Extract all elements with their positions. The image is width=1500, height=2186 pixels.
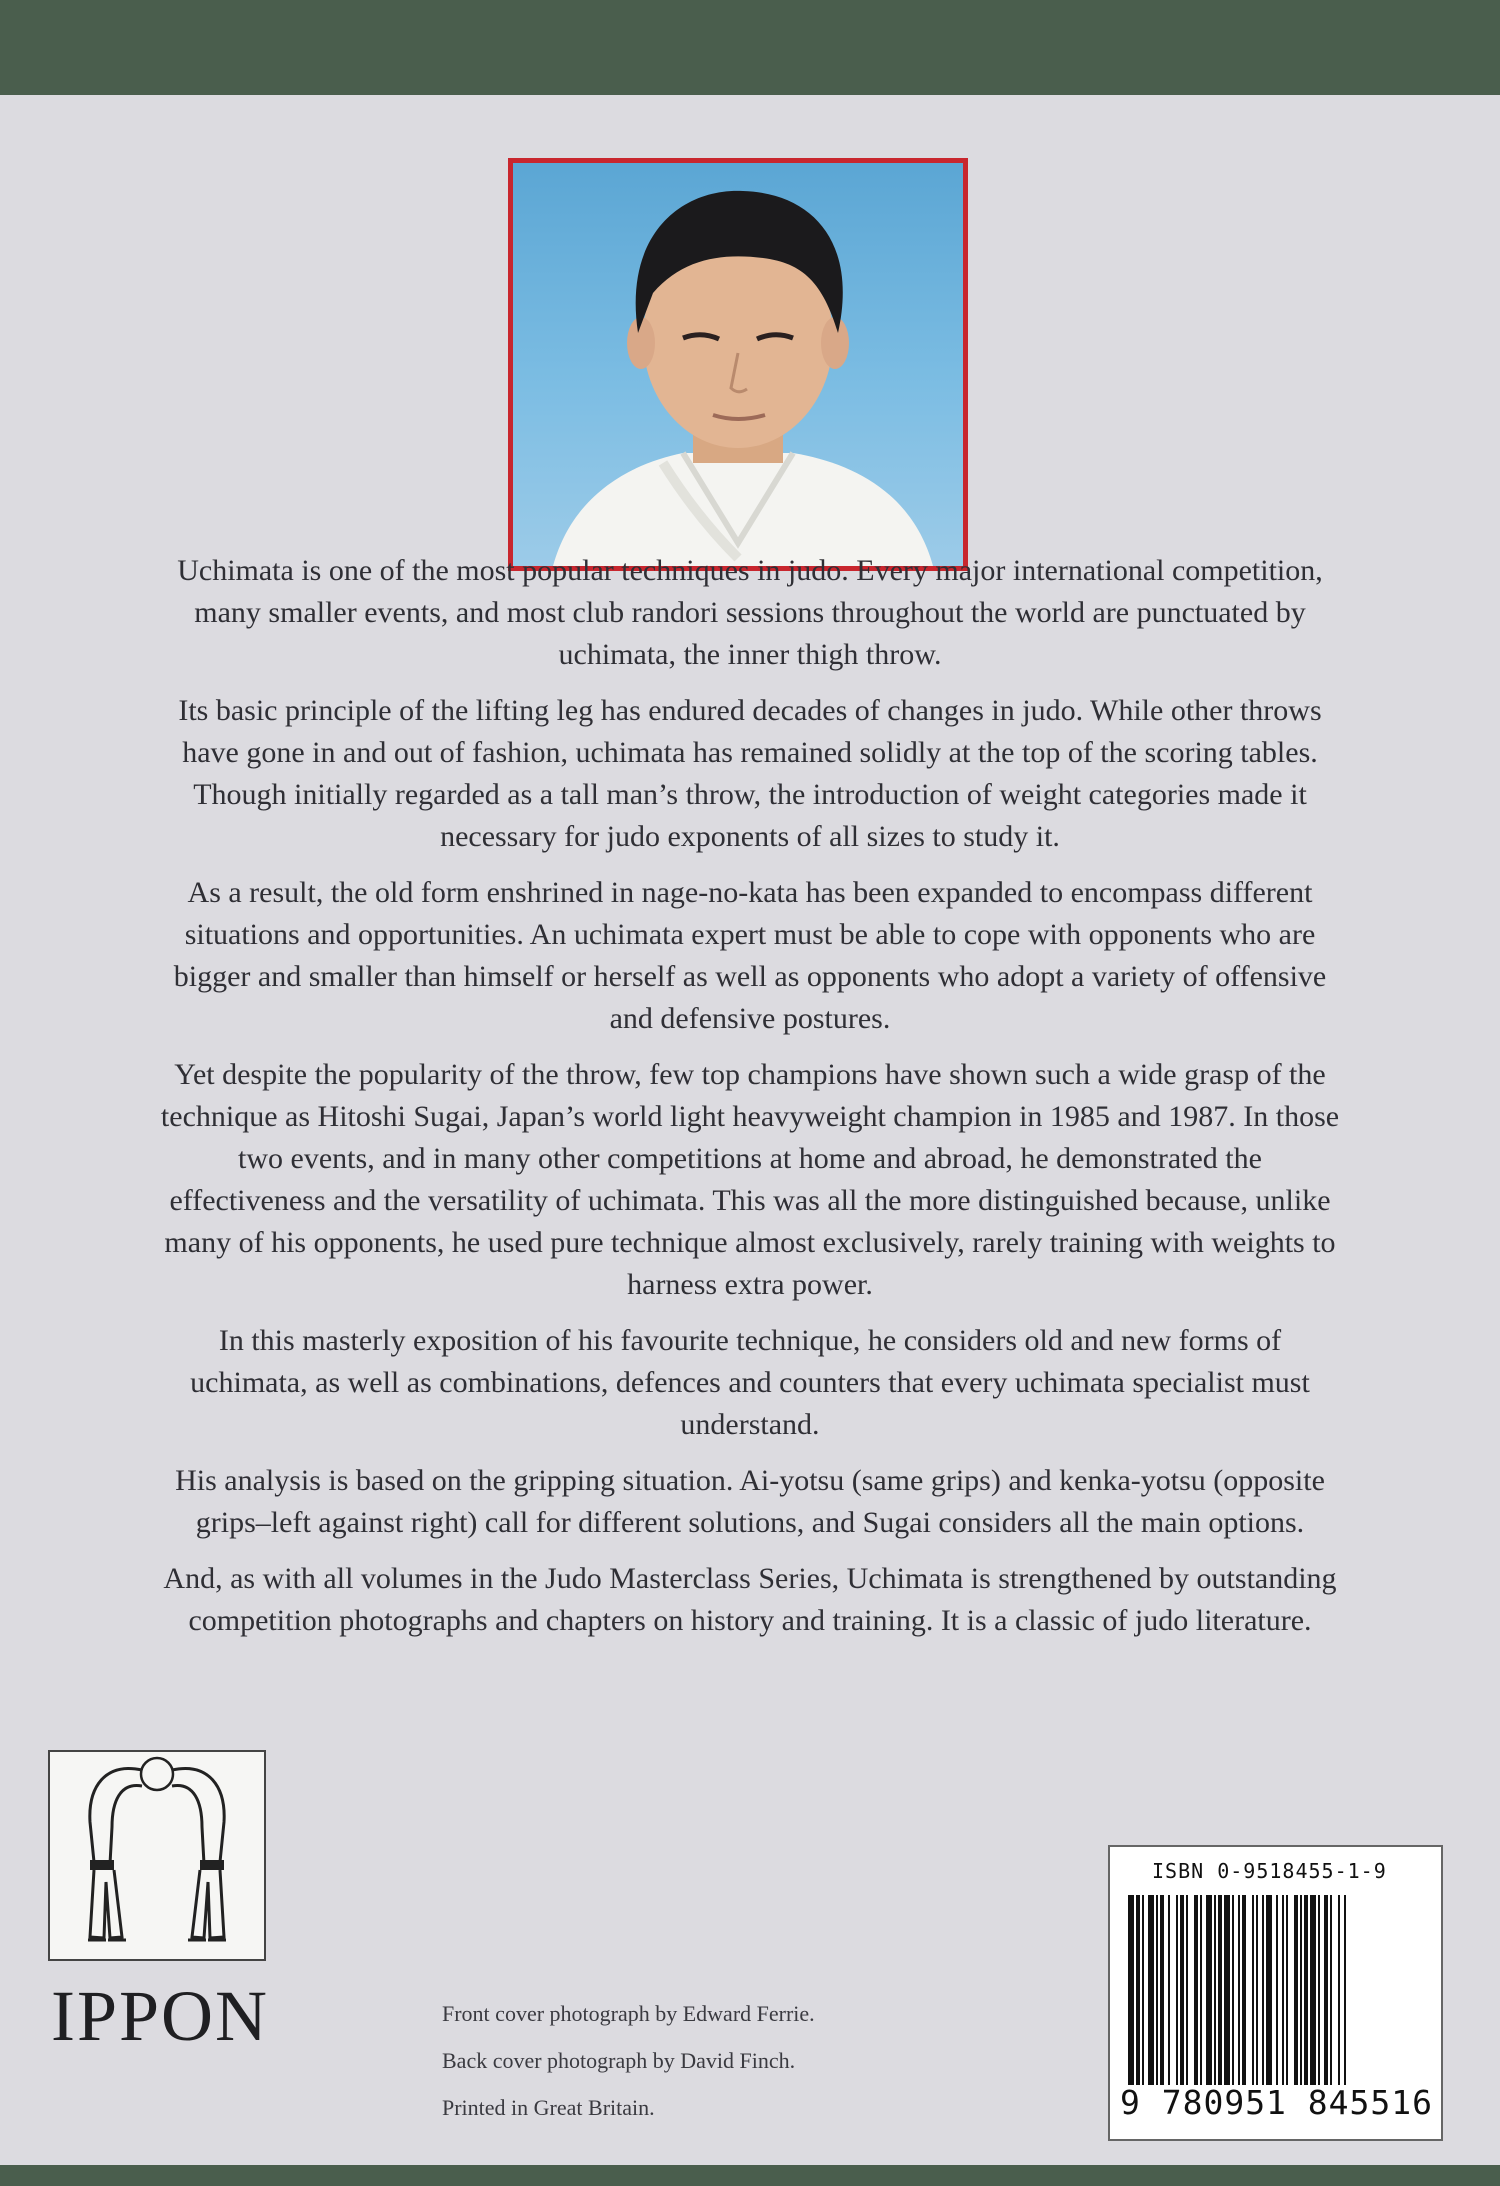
- barcode-bar: [1148, 1895, 1154, 2085]
- barcode-bar: [1180, 1895, 1184, 2085]
- barcode-bar: [1194, 1895, 1198, 2085]
- barcode-bar: [1318, 1895, 1320, 2085]
- barcode-bar: [1266, 1895, 1272, 2085]
- barcode-bar: [1300, 1895, 1302, 2085]
- publisher-logo: [48, 1750, 266, 1961]
- barcode-bar: [1186, 1895, 1188, 2085]
- barcode-bar: [1324, 1895, 1328, 2085]
- barcode-bar: [1238, 1895, 1240, 2085]
- barcode-bar: [1168, 1895, 1170, 2085]
- printed-notice: Printed in Great Britain.: [442, 2095, 655, 2120]
- barcode-bar: [1282, 1895, 1284, 2085]
- author-photo: [508, 158, 968, 571]
- barcode-bars: [1122, 1895, 1433, 2085]
- barcode-bar: [1136, 1895, 1140, 2085]
- blurb-paragraph-3: As a result, the old form enshrined in nage-no-kata has been expanded to encompass different situations and opportunities. An uchimata expert must be able to cope with opponents who are bigger and smaller than himself or herself as well as opponents who adopt a variety of offensive and defensive postures.: [173, 876, 1327, 1035]
- book-blurb: [160, 550, 1340, 1656]
- barcode-bar: [1294, 1895, 1298, 2085]
- barcode-bar: [1206, 1895, 1212, 2085]
- barcode-bar: [1242, 1895, 1246, 2085]
- photo-credits: [442, 1990, 962, 2131]
- blurb-paragraph-5: In this masterly exposition of his favourite technique, he considers old and new forms of uchimata, as well as combinations, defences and counters that every uchimata specialist must understand.: [190, 1324, 1310, 1441]
- publisher-name: IPPON: [50, 1976, 270, 2056]
- barcode-bar: [1128, 1895, 1134, 2085]
- back-cover-credit: Back cover photograph by David Finch.: [442, 2048, 796, 2073]
- barcode-bar: [1338, 1895, 1340, 2085]
- blurb-paragraph-4: Yet despite the popularity of the throw, few top champions have shown such a wide grasp of the technique as Hitoshi Sugai, Japan’s world light heavyweight champion in 1985 and 1987. In those two events, and in many other competitions at home and abroad, he demonstrated the effectiveness and the versatility of uchimata. This was all the more distinguished because, unlike many of his opponents, he used pure technique almost exclusively, rarely training with weights to harness extra power.: [160, 1058, 1340, 1301]
- barcode-bar: [1176, 1895, 1178, 2085]
- barcode-bar: [1142, 1895, 1144, 2085]
- barcode-bar: [1156, 1895, 1158, 2085]
- barcode-bar: [1344, 1895, 1346, 2085]
- barcode-bar: [1276, 1895, 1278, 2085]
- isbn-number: ISBN 0-9518455-1-9: [1152, 1859, 1387, 1883]
- blurb-paragraph-1: Uchimata is one of the most popular techniques in judo. Every major international competition, many smaller events, and most club randori sessions throughout the world are punctuated by uchimata, the inner thigh throw.: [177, 554, 1323, 671]
- ean-number: 9 780951 845516: [1119, 2083, 1433, 2122]
- blurb-paragraph-7: And, as with all volumes in the Judo Masterclass Series, Uchimata is strengthened by outstanding competition photographs and chapters on history and training. It is a classic of judo literature.: [163, 1562, 1337, 1637]
- barcode-bar: [1232, 1895, 1234, 2085]
- barcode-bar: [1256, 1895, 1258, 2085]
- barcode-bar: [1304, 1895, 1308, 2085]
- barcode-bar: [1252, 1895, 1254, 2085]
- bowing-judoka-icon: [50, 1752, 264, 1959]
- barcode-bar: [1218, 1895, 1222, 2085]
- barcode-bar: [1330, 1895, 1332, 2085]
- barcode-bar: [1214, 1895, 1216, 2085]
- blurb-paragraph-2: Its basic principle of the lifting leg has endured decades of changes in judo. While other throws have gone in and out of fashion, uchimata has remained solidly at the top of the scoring tables. Though initially regarded as a tall man’s throw, the introduction of weight categories made it necessary for judo exponents of all sizes to study it.: [178, 694, 1322, 853]
- barcode-bar: [1200, 1895, 1202, 2085]
- barcode-bar: [1262, 1895, 1264, 2085]
- barcode-bar: [1224, 1895, 1230, 2085]
- blurb-paragraph-6: His analysis is based on the gripping situation. Ai-yotsu (same grips) and kenka-yotsu (opposite grips–left against right) call for different solutions, and Sugai considers all the main options.: [175, 1464, 1325, 1539]
- barcode-bar: [1160, 1895, 1164, 2085]
- front-cover-credit: Front cover photograph by Edward Ferrie.: [442, 2001, 815, 2026]
- isbn-barcode: [1108, 1845, 1443, 2141]
- author-portrait-image: [513, 163, 963, 566]
- bottom-frame: [0, 2165, 1500, 2186]
- barcode-bar: [1286, 1895, 1288, 2085]
- barcode-bar: [1310, 1895, 1316, 2085]
